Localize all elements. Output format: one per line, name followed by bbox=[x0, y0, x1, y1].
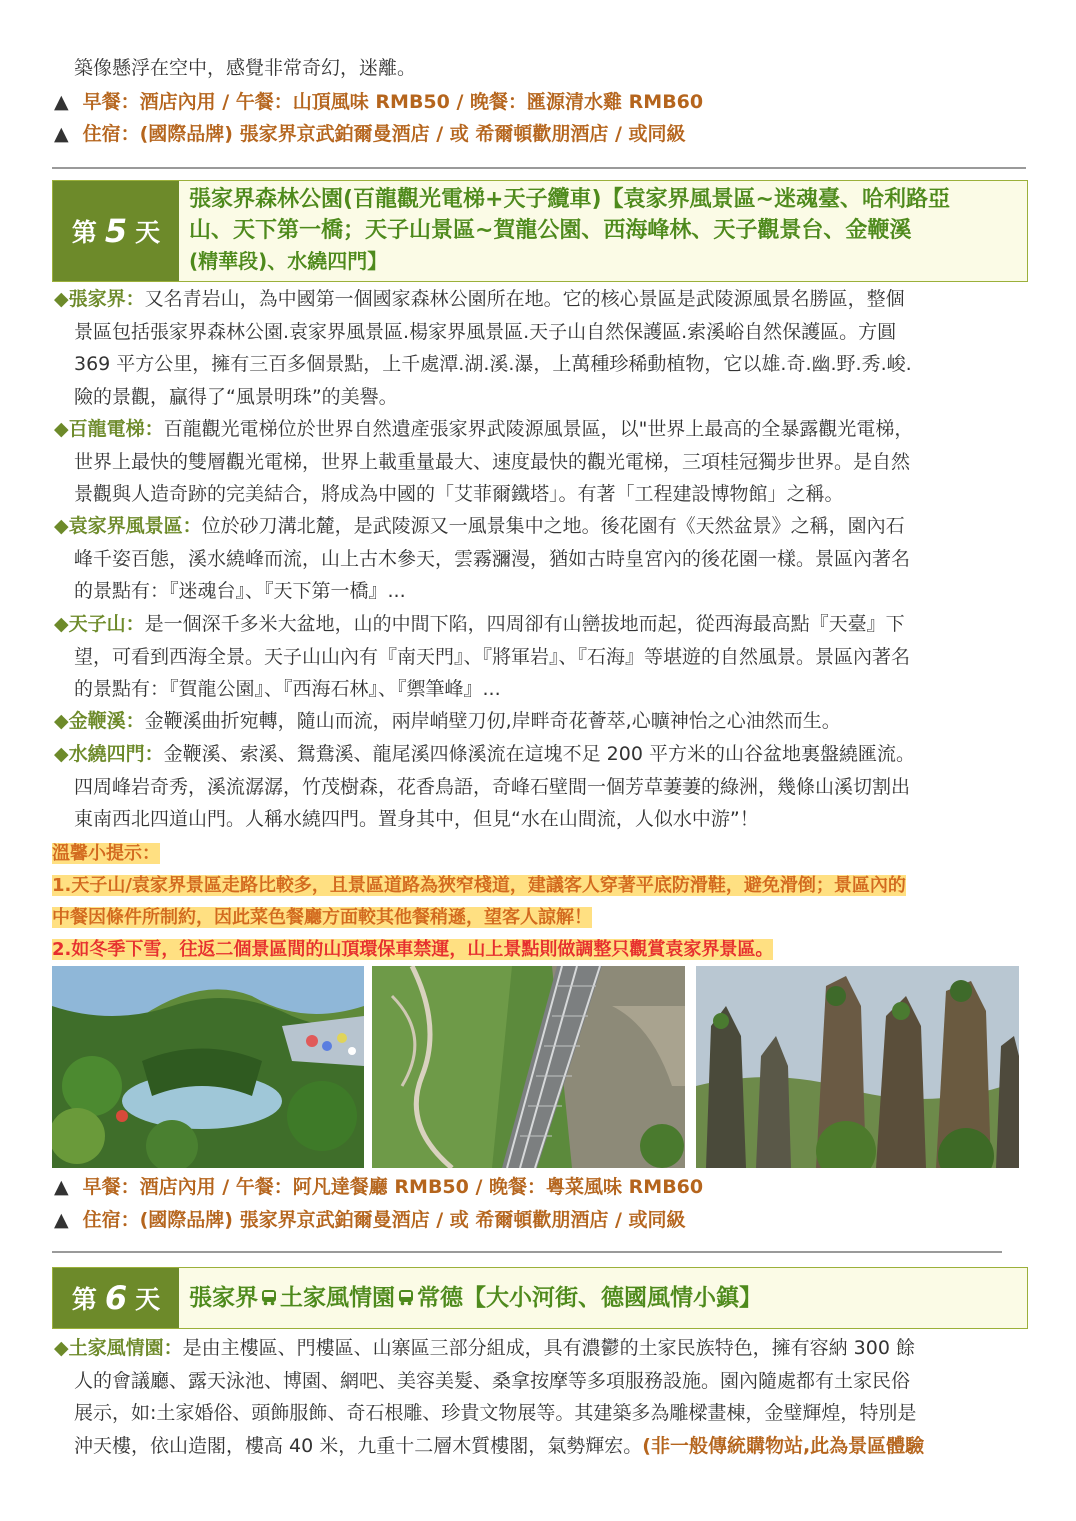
day5-tag-number: 5 bbox=[104, 212, 128, 250]
item-text: 又名青岩山，為中國第一個國家森林公園所在地。它的核心景區是武陵源風景名勝區，整個 bbox=[144, 288, 905, 310]
day6-tag bbox=[53, 1268, 179, 1328]
day6-header bbox=[52, 1267, 1028, 1329]
tip-1-line-2: 中餐因條件所制約，因此菜色餐廳方面較其他餐稍遜，望客人諒解！ bbox=[52, 907, 592, 928]
item-text: 沖天樓，依山造閣，樓高 40 米，九重十二層木質樓閣，氣勢輝宏。 bbox=[74, 1434, 643, 1457]
item-text: 人的會議廳、露天泳池、博園、網吧、美容美髮、桑拿按摩等多項服務設施。園內隨處都有土家民俗 bbox=[74, 1369, 911, 1392]
day6-tag-suffix: 天 bbox=[135, 1285, 161, 1314]
day5-hotel-text: 住宿：(國際品牌) 張家界京武鉑爾曼酒店 / 或 希爾頓歡朋酒店 / 或同級 bbox=[82, 1209, 686, 1231]
day6-title bbox=[189, 1268, 1017, 1329]
day5-title-line: 張家界森林公園(百龍觀光電梯+天子纜車)【袁家界風景區~迷魂臺、哈利路亞 bbox=[189, 187, 950, 212]
triangle-icon: ▲ bbox=[54, 1209, 69, 1231]
day4-meals-text: 早餐：酒店內用 / 午餐：山頂風味 RMB50 / 晚餐：匯源清水雞 RMB60 bbox=[82, 91, 704, 113]
item-text: 四周峰岩奇秀，溪流潺潺，竹茂樹森，花香鳥語，奇峰石壁間一個芳草萋萋的綠洲，幾條山溪切割出 bbox=[74, 775, 911, 798]
day6-tag-prefix: 第 bbox=[71, 1285, 97, 1314]
day6-title-part: 常德【大小河街、德國風情小鎮】 bbox=[417, 1285, 762, 1311]
day6-tag-number: 6 bbox=[104, 1279, 128, 1317]
tip-2: 2.如冬季下雪，往返二個景區間的山頂環保車禁運，山上景點則做調整只觀賞袁家界景區。 bbox=[52, 939, 774, 960]
day5-tag bbox=[53, 181, 179, 281]
diamond-bullet-icon: ◆ bbox=[54, 515, 69, 537]
day5-meals-text: 早餐：酒店內用 / 午餐：阿凡達餐廳 RMB50 / 晚餐：粵菜風味 RMB60 bbox=[82, 1176, 704, 1198]
photo-peaks-in-mist bbox=[696, 966, 1019, 1168]
item-key: 百龍電梯： bbox=[68, 418, 164, 440]
triangle-icon: ▲ bbox=[54, 91, 69, 113]
day4-hotel-text: 住宿：(國際品牌) 張家界京武鉑爾曼酒店 / 或 希爾頓歡朋酒店 / 或同級 bbox=[82, 123, 686, 145]
list-item-tujia-park bbox=[54, 1332, 1029, 1462]
tip-1-line-1: 1.天子山/袁家界景區走路比較多，且景區道路為狹窄棧道，建議客人穿著平底防滑鞋，避免滑倒；景區內的 bbox=[52, 875, 906, 896]
diamond-bullet-icon: ◆ bbox=[54, 288, 69, 310]
item-text: 的景點有：『迷魂台』、『天下第一橋』... bbox=[74, 580, 406, 602]
tips-block bbox=[52, 838, 906, 966]
item-text: 是由主樓區、門樓區、山寨區三部分組成，具有濃鬱的土家民族特色，擁有容納 300 餘 bbox=[182, 1337, 915, 1359]
triangle-icon: ▲ bbox=[54, 123, 69, 145]
item-key: 水繞四門： bbox=[68, 743, 164, 765]
item-text: 369 平方公里，擁有三百多個景點，上千處潭.湖.溪.瀑，上萬種珍稀動植物，它以雄.奇.幽.野.秀.峻. bbox=[74, 353, 912, 375]
day6-title-part: 土家風情園 bbox=[280, 1285, 395, 1311]
day5-title-line: 山、天下第一橋；天子山景區~賀龍公園、西海峰林、天子觀景台、金鞭溪 bbox=[189, 218, 912, 243]
bus-icon bbox=[397, 1269, 415, 1329]
item-key: 天子山： bbox=[68, 613, 145, 635]
day6-title-part: 張家界 bbox=[189, 1285, 258, 1311]
list-item-tianzishan bbox=[54, 608, 1029, 706]
item-text: 位於砂刀溝北麓，是武陵源又一風景集中之地。後花園有《天然盆景》之稱，園內石 bbox=[201, 515, 905, 537]
photo-bailong-elevator bbox=[372, 966, 685, 1168]
item-text: 景區包括張家界森林公園.袁家界風景區.楊家界風景區.天子山自然保護區.索溪峪自然保護區。方圓 bbox=[74, 320, 897, 343]
list-item-four-gates bbox=[54, 738, 1029, 836]
diamond-bullet-icon: ◆ bbox=[54, 613, 69, 635]
intro-tail-text: 築像懸浮在空中，感覺非常奇幻，迷離。 bbox=[74, 57, 417, 79]
list-item-bailong-elevator bbox=[54, 413, 1029, 511]
item-text: 金鞭溪、索溪、鴛鴦溪、龍尾溪四條溪流在這塊不足 200 平方米的山谷盆地裏盤繞匯流。 bbox=[163, 743, 915, 765]
section-divider bbox=[52, 167, 1026, 169]
item-text: 是一個深千多米大盆地，山的中間下陷，四周卻有山巒拔地而起，從西海最高點『天臺』下 bbox=[144, 613, 905, 635]
item-note: (非一般傳統購物站,此為景區體驗 bbox=[642, 1434, 925, 1457]
item-text: 景觀與人造奇跡的完美結合，將成為中國的「艾菲爾鐵塔」。有著「工程建設博物館」之稱。 bbox=[74, 483, 844, 505]
item-text: 的景點有：『賀龍公園』、『西海石林』、『禦筆峰』... bbox=[74, 678, 501, 700]
day5-meals bbox=[54, 1171, 703, 1203]
diamond-bullet-icon: ◆ bbox=[54, 1337, 69, 1359]
diamond-bullet-icon: ◆ bbox=[54, 710, 69, 732]
item-text: 峰千姿百態，溪水繞峰而流，山上古木參天，雲霧瀰漫，猶如古時皇宮內的後花園一樣。景區內著名 bbox=[74, 547, 911, 570]
item-text: 世界上最快的雙層觀光電梯，世界上載重量最大、速度最快的觀光電梯，三項桂冠獨步世界。是自然 bbox=[74, 450, 911, 473]
day5-title bbox=[189, 184, 1017, 277]
item-key: 土家風情園： bbox=[68, 1337, 183, 1359]
photo-tianzishan-pond bbox=[52, 966, 364, 1168]
day5-hotel bbox=[54, 1204, 686, 1236]
item-text: 金鞭溪曲折宛轉，隨山而流，兩岸峭壁刀仞,岸畔奇花薈萃,心曠神怡之心油然而生。 bbox=[144, 710, 841, 732]
triangle-icon: ▲ bbox=[54, 1176, 69, 1198]
list-item-zhangjiajie bbox=[54, 283, 1029, 413]
day4-hotel bbox=[54, 118, 686, 150]
item-text: 百龍觀光電梯位於世界自然遺產張家界武陵源風景區，以"世界上最高的全暴露觀光電梯， bbox=[163, 418, 914, 440]
item-text: 東南西北四道山門。人稱水繞四門。置身其中，但見“水在山間流，人似水中游”！ bbox=[74, 808, 759, 830]
diamond-bullet-icon: ◆ bbox=[54, 743, 69, 765]
day5-header bbox=[52, 180, 1028, 282]
section-divider bbox=[52, 1251, 1002, 1253]
diamond-bullet-icon: ◆ bbox=[54, 418, 69, 440]
tips-title: 溫馨小提示： bbox=[52, 843, 160, 864]
day5-tag-suffix: 天 bbox=[135, 218, 161, 247]
list-item-yuanjiajie bbox=[54, 510, 1029, 608]
day5-title-line: (精華段)、水繞四門】 bbox=[189, 249, 388, 273]
item-text: 險的景觀，贏得了“風景明珠”的美譽。 bbox=[74, 385, 398, 408]
item-key: 張家界： bbox=[68, 288, 145, 310]
list-item-golden-whip-stream bbox=[54, 705, 1029, 738]
item-key: 袁家界風景區： bbox=[68, 515, 202, 537]
item-text: 望，可看到西海全景。天子山山內有『南天門』、『將軍岩』、『石海』等堪遊的自然風景。景區內著名 bbox=[74, 645, 911, 668]
item-key: 金鞭溪： bbox=[68, 710, 145, 732]
item-text: 展示，如:土家婚俗、頭飾服飾、奇石根雕、珍貴文物展等。其建築多為雕樑畫棟，金璧輝煌，特別是 bbox=[74, 1402, 917, 1424]
day5-tag-prefix: 第 bbox=[71, 218, 97, 247]
day4-meals bbox=[54, 86, 703, 118]
bus-icon bbox=[260, 1269, 278, 1329]
